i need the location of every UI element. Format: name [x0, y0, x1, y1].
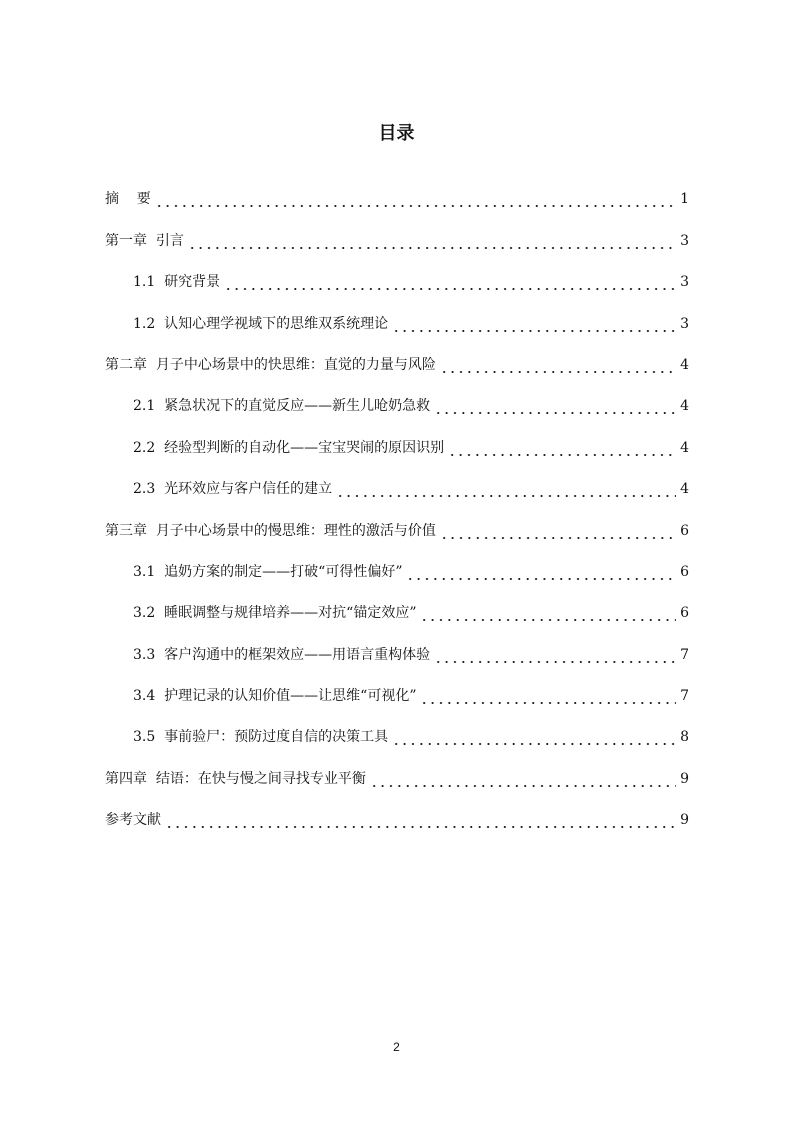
- toc-entry[interactable]: [105, 417, 689, 458]
- toc-entry[interactable]: [105, 790, 689, 831]
- dot-leader: [434, 644, 676, 666]
- dot-leader: [392, 313, 676, 335]
- toc-entry[interactable]: [105, 583, 689, 624]
- toc-entry[interactable]: [105, 748, 689, 789]
- toc-entry-page: 4: [680, 481, 689, 498]
- dot-leader: [440, 520, 676, 542]
- toc-entry[interactable]: [105, 210, 689, 251]
- toc-entry-label: 3.1 追奶方案的制定——打破“可得性偏好”: [133, 563, 403, 580]
- table-of-contents: [105, 169, 689, 831]
- toc-entry[interactable]: [105, 293, 689, 334]
- page-number: 2: [393, 1040, 400, 1054]
- toc-entry-page: 3: [680, 315, 689, 332]
- toc-entry-page: 4: [680, 398, 689, 415]
- toc-entry-page: 3: [680, 274, 689, 291]
- toc-entry[interactable]: [105, 542, 689, 583]
- toc-entry-label: 3.5 事前验尸：预防过度自信的决策工具: [133, 729, 389, 746]
- toc-entry[interactable]: [105, 666, 689, 707]
- dot-leader: [224, 271, 676, 293]
- toc-entry-page: 4: [680, 356, 689, 373]
- toc-entry-page: 6: [680, 563, 689, 580]
- dot-leader: [434, 395, 676, 417]
- toc-entry-page: 6: [680, 605, 689, 622]
- toc-entry[interactable]: [105, 169, 689, 210]
- dot-leader: [448, 437, 676, 459]
- toc-entry-label: 第一章 引言: [105, 232, 184, 249]
- toc-entry-page: 7: [680, 688, 689, 705]
- toc-entry-label: 2.1 紧急状况下的直觉反应——新生儿呛奶急救: [133, 398, 431, 415]
- toc-entry-page: 6: [680, 522, 689, 539]
- dot-leader: [155, 188, 676, 210]
- toc-entry-label: 3.3 客户沟通中的框架效应——用语言重构体验: [133, 646, 431, 663]
- dot-leader: [336, 478, 676, 500]
- toc-entry[interactable]: [105, 252, 689, 293]
- toc-entry-page: 8: [680, 729, 689, 746]
- toc-entry-label: 3.2 睡眠调整与规律培养——对抗“锚定效应”: [133, 605, 417, 622]
- toc-entry-page: 9: [680, 812, 689, 829]
- dot-leader: [188, 230, 676, 252]
- toc-entry-label: 参考文献: [105, 812, 161, 829]
- dot-leader: [420, 685, 676, 707]
- toc-entry-page: 4: [680, 439, 689, 456]
- toc-entry-label: 3.4 护理记录的认知价值——让思维“可视化”: [133, 688, 417, 705]
- toc-entry-label: 2.2 经验型判断的自动化——宝宝哭闹的原因识别: [133, 439, 445, 456]
- toc-entry[interactable]: [105, 459, 689, 500]
- toc-entry-label: 摘 要: [105, 191, 151, 208]
- toc-entry-page: 1: [680, 191, 689, 208]
- toc-title: 目录: [378, 123, 415, 144]
- toc-entry-label: 第二章 月子中心场景中的快思维：直觉的力量与风险: [105, 356, 436, 373]
- toc-entry-page: 3: [680, 232, 689, 249]
- toc-entry-label: 1.2 认知心理学视域下的思维双系统理论: [133, 315, 389, 332]
- toc-entry[interactable]: [105, 707, 689, 748]
- toc-entry-label: 第三章 月子中心场景中的慢思维：理性的激活与价值: [105, 522, 436, 539]
- dot-leader: [370, 768, 676, 790]
- dot-leader: [392, 726, 676, 748]
- toc-entry[interactable]: [105, 376, 689, 417]
- toc-entry-page: 7: [680, 646, 689, 663]
- dot-leader: [420, 602, 676, 624]
- toc-entry[interactable]: [105, 335, 689, 376]
- toc-entry-label: 2.3 光环效应与客户信任的建立: [133, 481, 333, 498]
- toc-entry[interactable]: [105, 624, 689, 665]
- toc-entry-label: 1.1 研究背景: [133, 274, 221, 291]
- dot-leader: [165, 809, 676, 831]
- toc-entry-page: 9: [680, 770, 689, 787]
- toc-entry[interactable]: [105, 500, 689, 541]
- toc-entry-label: 第四章 结语：在快与慢之间寻找专业平衡: [105, 770, 366, 787]
- dot-leader: [440, 354, 676, 376]
- dot-leader: [406, 561, 676, 583]
